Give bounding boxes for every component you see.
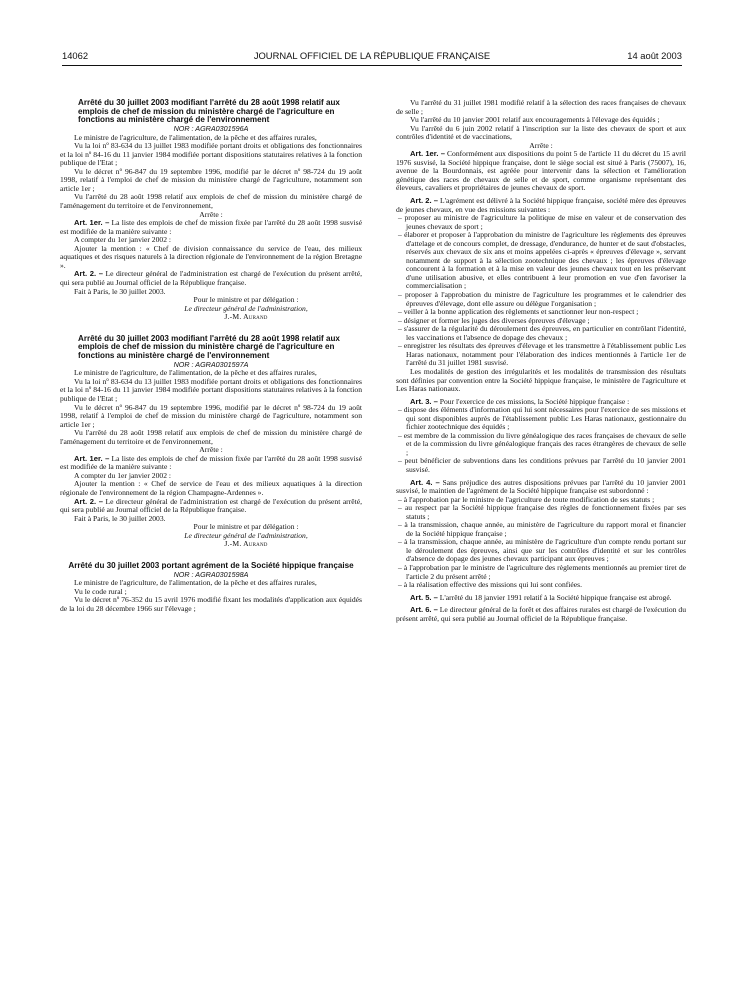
list-item: – à la réalisation effective des missions qui lui sont confiées.	[396, 581, 686, 590]
arrete2-p1: Le ministre de l'agriculture, de l'alimentation, de la pêche et des affaires rurales,	[74, 368, 317, 378]
arrete2-p5: A compter du 1er janvier 2002 :	[74, 470, 172, 480]
arrete1-p2: Vu la loi nº 83-634 du 13 juillet 1983 modifiée portant droits et obligations des fonctionnaires et la loi nº 84-16 du 11 janvier 1984 modifiée portant dispositions statutaires relatives à la fonction publique de l'Etat ;	[60, 141, 362, 168]
arrete3-nor: NOR : AGRA0301598A	[173, 569, 249, 579]
arrete2-arrete: Arrête :	[199, 445, 223, 455]
arrete2-sig3	[60, 540, 362, 549]
arrete3-p6: Vu l'arrêté du 6 juin 2002 relatif à l'inscription sur la liste des chevaux de sport et aux contrôles d'identité et de vaccinations,	[396, 123, 686, 142]
arrete2-art1	[60, 455, 362, 472]
arrete3-art4-list	[396, 496, 686, 590]
arrete2-title: Arrêté du 30 juillet 2003 modifiant l'arrêté du 28 août 1998 relatif aux emplois de chef de mission du ministère chargé de l'agriculture en fonctions au ministère chargé de l'environnement	[78, 333, 340, 361]
arrete1-art1	[60, 219, 362, 236]
list-item: – est membre de la commission du livre généalogique des races françaises de chevaux de selle et de la commission du livre généalogique français des races étrangères de chevaux de selle ;	[396, 432, 686, 458]
arrete1-p3: Vu le décret nº 96-847 du 19 septembre 1996, modifié par le décret nº 98-724 du 19 août 1998, relatif à l'emploi de chef de mission du ministère chargé de l'agriculture, notamment son article 1er ;	[60, 166, 362, 193]
list-item: – à l'approbation par le ministre de l'agriculture de toute modification de ses statuts ;	[396, 496, 686, 505]
arrete3-art3-label: Art. 3. –	[410, 396, 438, 406]
arrete3-art1-label: Art. 1er. –	[410, 149, 445, 159]
arrete3-p2: Vu le code rural ;	[74, 586, 127, 596]
arrete1-p6: Ajouter la mention : « Chef de division connaissance du service de l'eau, des milieux aquatiques et des risques naturels à la direction régionale de l'environnement de la région Bretagne ».	[60, 243, 362, 270]
arrete1-p1: Le ministre de l'agriculture, de l'alimentation, de la pêche et des affaires rurales,	[74, 132, 317, 142]
arrete3-art1-text: Conformément aux dispositions du point 5 de l'article 11 du décret du 15 avril 1976 susvisé, la Société hippique française, dont le siège social est situé à Paris (75007), 16, avenue de la Bourdonnais, est agréée pour intervenir dans la sélection et l'amélioration génétique des races de chevaux de selle et de sport, comme organisme représentant des éleveurs, cavaliers et propriétaires de jeunes chevaux de sport.	[396, 149, 686, 193]
issue-date: 14 août 2003	[627, 50, 682, 61]
list-item: – à la transmission, chaque année, au ministère de l'agriculture d'un compte rendu portant sur le déroulement des épreuves, ainsi que sur les contrôles d'identité et sur les contrôles d'absence de dopage des jeunes chevaux participant aux épreuves ;	[396, 538, 686, 564]
arrete3-art5	[396, 594, 686, 603]
arrete3-art2-list	[396, 214, 686, 368]
arrete3-art2-label: Art. 2. –	[410, 196, 439, 206]
arrete1-p5: A compter du 1er janvier 2002 :	[74, 235, 172, 245]
page-number: 14062	[62, 50, 89, 61]
arrete2-p4: Vu l'arrêté du 28 août 1998 relatif aux emplois de chef de mission du ministère chargé de l'aménagement du territoire et de l'environnement,	[60, 428, 362, 446]
arrete2-art1-text: La liste des emplois de chef de mission fixée par l'arrêté du 28 août 1998 susvisé est modifiée de la manière suivante :	[60, 453, 362, 472]
arrete3-art2	[396, 197, 686, 214]
arrete1-sig2-text: Le directeur général de l'administration,	[184, 303, 308, 313]
arrete3-title: Arrêté du 30 juillet 2003 portant agrément de la Société hippique française	[68, 560, 354, 570]
arrete3-p4: Vu l'arrêté du 31 juillet 1981 modifié relatif à la sélection des races françaises de chevaux de selle ;	[396, 98, 686, 116]
arrete2-sig2	[60, 532, 362, 541]
right-column	[396, 99, 686, 623]
list-item: – dispose des éléments d'information qui lui sont nécessaires pour l'exercice de ses missions et qui sont disponibles auprès de l'établissement public Les Haras nationaux, gestionnaire du fichier zootechnique des équidés ;	[396, 406, 686, 432]
arrete1-art2-text: Le directeur général de l'administration est chargé de l'exécution du présent arrêté, qui sera publié au Journal officiel de la République française.	[60, 269, 362, 287]
header-rule	[62, 65, 682, 66]
arrete1-art2-label: Art. 2. –	[74, 269, 104, 279]
arrete3-p5: Vu l'arrêté du 10 janvier 2001 relatif aux encouragements à l'élevage des équidés ;	[410, 115, 660, 125]
list-item: – s'assurer de la régularité du déroulement des épreuves, en particulier en contrôlant l'identité, les vaccinations et l'absence de dopage des chevaux ;	[396, 325, 686, 342]
list-item: – proposer au ministre de l'agriculture la politique de mise en valeur et de conservation des jeunes chevaux de sport ;	[396, 214, 686, 231]
arrete3-art5-text: L'arrêté du 18 janvier 1991 relatif à la Société hippique française est abrogé.	[437, 592, 672, 602]
arrete2-sig2-text: Le directeur général de l'administration,	[184, 530, 308, 540]
journal-title: JOURNAL OFFICIEL DE LA RÉPUBLIQUE FRANÇAISE	[253, 50, 491, 61]
arrete3-p7: Les modalités de gestion des irrégularités et les modalités de transmission des résultats sont définies par convention entre la Société hippique française, le ministère de l'agriculture et Les Haras nationaux.	[396, 366, 686, 394]
arrete3-art5-label: Art. 5. –	[410, 592, 438, 602]
arrete3-arrete: Arrête :	[529, 140, 553, 150]
list-item: – enregistrer les résultats des épreuves d'élevage et les transmettre à l'établissement public Les Haras nationaux, notamment pour l'élaboration des indices mentionnés à l'article 1er de l'arrêté du 31 juillet 1981 susvisé.	[396, 342, 686, 368]
arrete1-p4: Vu l'arrêté du 28 août 1998 relatif aux emplois de chef de mission du ministère chargé de l'aménagement du territoire et de l'environnement,	[60, 192, 362, 211]
page-header	[62, 50, 682, 64]
list-item: – proposer à l'approbation du ministre de l'agriculture les programmes et le calendrier des épreuves d'élevage, dont elle assure ou délègue l'organisation ;	[396, 291, 686, 308]
arrete2-art1-label: Art. 1er. –	[74, 453, 110, 463]
arrete2-nor: NOR : AGRA0301597A	[173, 359, 249, 369]
list-item: – désigner et former les juges des diverses épreuves d'élevage ;	[396, 317, 686, 326]
arrete3-art4-label: Art. 4. –	[410, 477, 440, 487]
arrete1-done: Fait à Paris, le 30 juillet 2003.	[74, 286, 166, 296]
arrete3-art4-text: Sans préjudice des autres dispositions prévues par l'arrêté du 10 janvier 2001 susvisé, le maintien de l'agrément de la Société hippique française est subordonné :	[396, 477, 686, 496]
list-item: – à l'approbation par le ministre de l'agriculture des règlements mentionnés au premier tiret de l'article 2 du présent arrêté ;	[396, 564, 686, 581]
arrete3-art4	[396, 479, 686, 496]
arrete2-art2	[60, 498, 362, 515]
arrete2-signatory: J.-M. Aurand	[224, 539, 268, 549]
arrete1-sig2	[60, 305, 362, 314]
arrete2-p2: Vu la loi nº 83-634 du 13 juillet 1983 modifiée portant droits et obligations des fonctionnaires et la loi nº 84-16 du 11 janvier 1984 modifiée portant dispositions statutaires relatives à la fonction publique de l'Etat ;	[60, 376, 362, 403]
arrete1-nor: NOR : AGRA0301596A	[173, 124, 249, 134]
arrete1-title: Arrêté du 30 juillet 2003 modifiant l'arrêté du 28 août 1998 relatif aux emplois de chef de mission du ministère chargé de l'agriculture en fonctions au ministère chargé de l'environnement	[78, 98, 340, 125]
arrete3-art6-text: Le directeur général de la forêt et des affaires rurales est chargé de l'exécution du présent arrêté, qui sera publié au Journal officiel de la République française.	[396, 605, 686, 623]
arrete3-art6-label: Art. 6. –	[410, 605, 438, 615]
arrete1-art1-label: Art. 1er. –	[74, 218, 110, 228]
list-item: – peut bénéficier de subventions dans les conditions prévues par l'arrêté du 10 janvier 2001 susvisé.	[396, 457, 686, 474]
arrete3-art3-list	[396, 406, 686, 474]
arrete3-art2-text: L'agrément est délivré à la Société hippique française, société mère des épreuves de jeunes chevaux, en vue des missions suivantes :	[396, 196, 686, 214]
arrete1-art1-text: La liste des emplois de chef de mission fixée par l'arrêté du 28 août 1998 susvisé est modifiée de la manière suivante :	[60, 218, 362, 236]
arrete3-art6	[396, 606, 686, 623]
arrete1-sig1: Pour le ministre et par délégation :	[193, 295, 299, 305]
arrete3-p1: Le ministre de l'agriculture, de l'alimentation, de la pêche et des affaires rurales,	[74, 578, 317, 588]
list-item: – élaborer et proposer à l'approbation du ministre de l'agriculture les règlements des épreuves d'attelage et de concours complet, de dressage, d'endurance, de hunter et de saut d'obstacles, réservés aux chevaux de six ans et moins appelées ci-après « épreuves d'élevage », servant notamment de support à la sélection zootechnique des chevaux ; les épreuves d'élevage concourent à la formation et à la mise en valeur des jeunes chevaux tout en les préservant d'une utilisation abusive, et elles contribuent à leur promotion en vue d'en favoriser la commercialisation ;	[396, 231, 686, 291]
arrete1-signatory: J.-M. Aurand	[224, 312, 268, 322]
arrete3-art3-text: Pour l'exercice de ces missions, la Société hippique française :	[437, 396, 630, 406]
arrete1-art2	[60, 270, 362, 287]
arrete2-p3: Vu le décret nº 96-847 du 19 septembre 1996, modifié par le décret nº 98-724 du 19 août 1998, relatif à l'emploi de chef de mission du ministère chargé de l'agriculture, notamment son article 1er ;	[60, 402, 362, 429]
arrete1-arrete: Arrête :	[199, 209, 223, 219]
list-item: – au respect par la Société hippique française des règles de fonctionnement fixées par ses statuts ;	[396, 504, 686, 521]
list-item: – veiller à la bonne application des règlements et sanctionner leur non-respect ;	[396, 308, 686, 317]
arrete3-p3: Vu le décret nº 76-352 du 15 avril 1976 modifié fixant les modalités d'application aux équidés de la loi du 28 décembre 1966 sur l'élevage ;	[60, 595, 362, 613]
arrete1-sig3	[60, 313, 362, 322]
arrete2-art2-label: Art. 2. –	[74, 496, 104, 506]
left-column	[60, 99, 362, 613]
arrete2-done: Fait à Paris, le 30 juillet 2003.	[74, 513, 166, 523]
arrete2-art2-text: Le directeur général de l'administration est chargé de l'exécution du présent arrêté, qui sera publié au Journal officiel de la République française.	[60, 496, 362, 515]
arrete2-p6: Ajouter la mention : « Chef de service de l'eau et des milieux aquatiques à la direction régionale de l'environnement de la région Champagne-Ardennes ».	[60, 479, 362, 497]
arrete3-art1	[396, 150, 686, 193]
list-item: – à la transmission, chaque année, au ministère de l'agriculture du rapport moral et financier de la Société hippique française ;	[396, 521, 686, 538]
arrete2-sig1: Pour le ministre et par délégation :	[193, 522, 299, 532]
